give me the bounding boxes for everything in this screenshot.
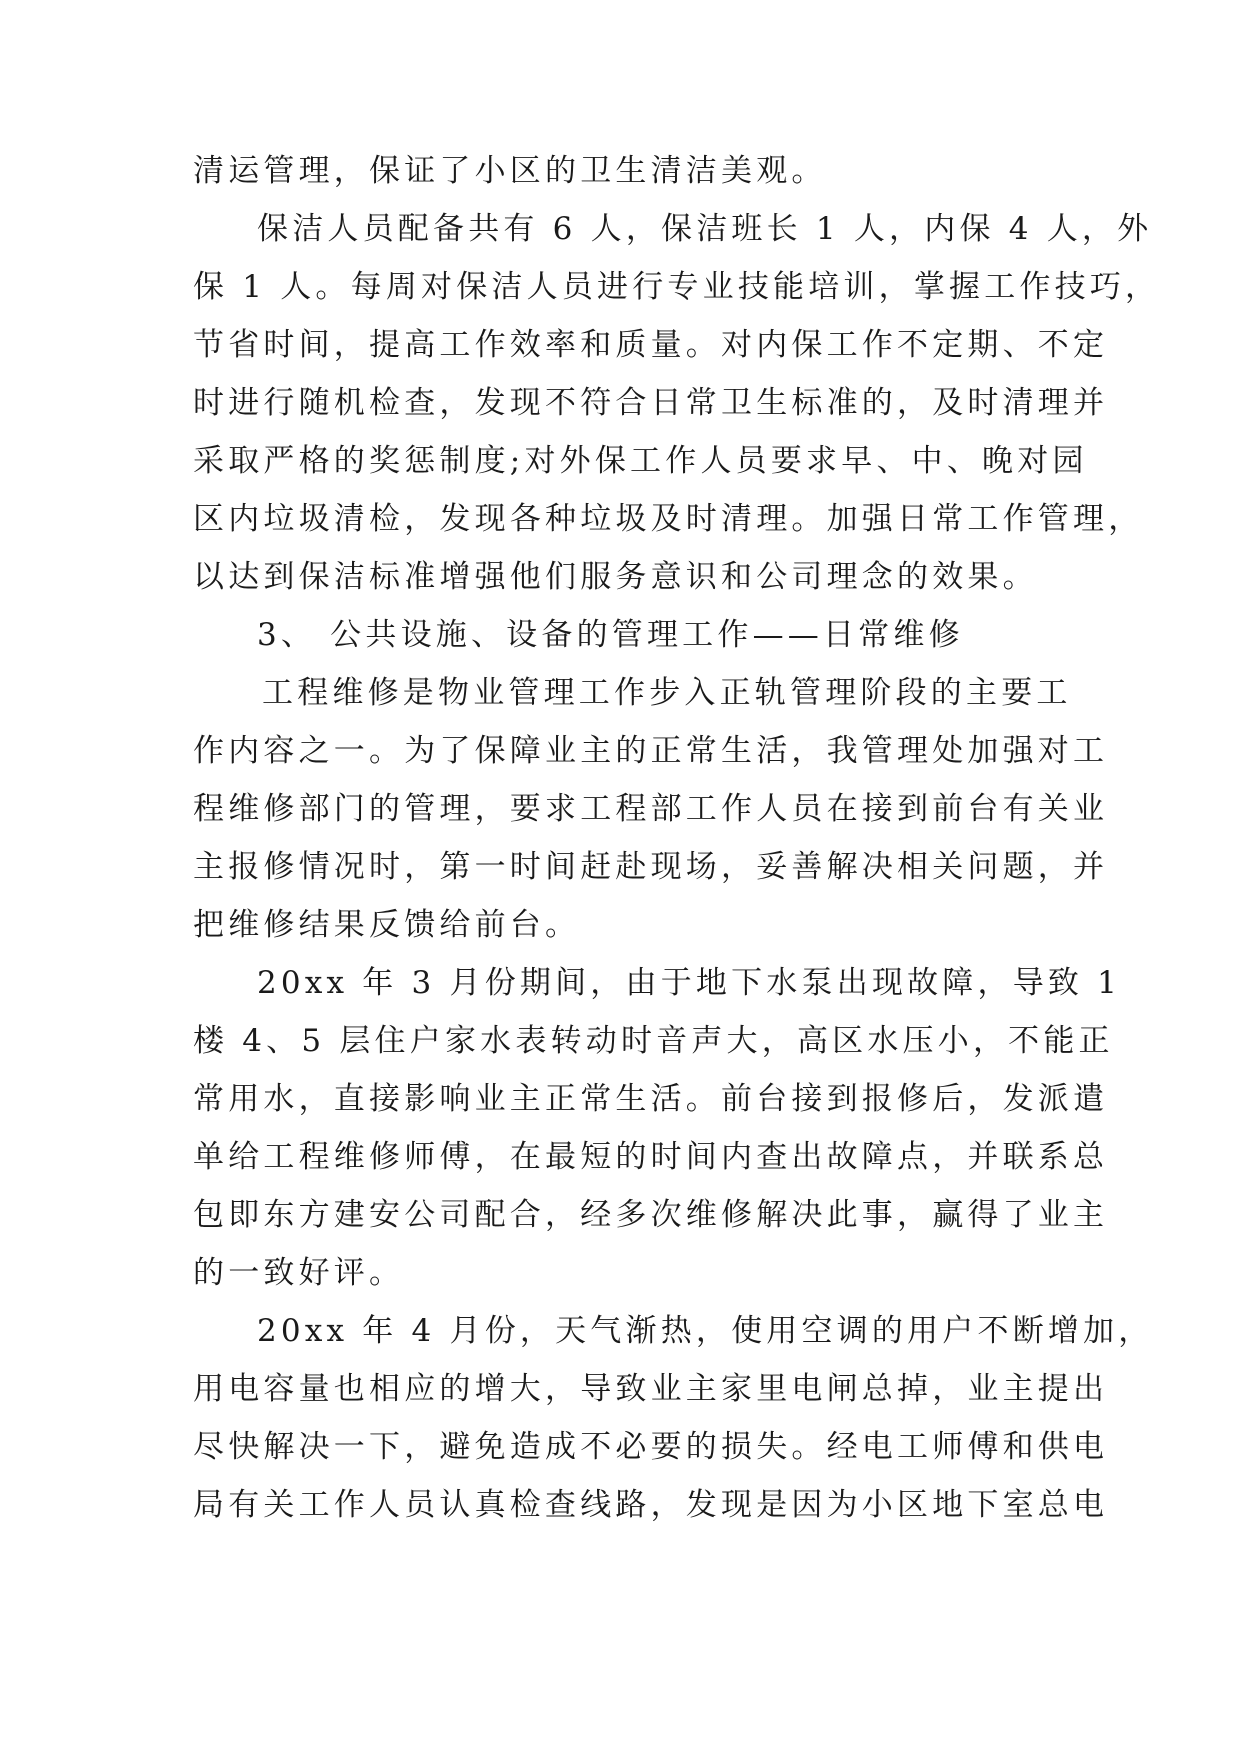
text-line: 节省时间，提高工作效率和质量。对内保工作不定期、不定 [193, 327, 1109, 363]
section-heading: 3、 公共设施、设备的管理工作——日常维修 [257, 617, 964, 653]
text-line: 20xx 年 4 月份，天气渐热，使用空调的用户不断增加， [257, 1313, 1154, 1349]
text-line: 区内垃圾清检，发现各种垃圾及时清理。加强日常工作管理， [193, 501, 1144, 537]
text-line: 采取严格的奖惩制度;对外保工作人员要求早、中、晚对园 [193, 443, 1088, 479]
text-line: 用电容量也相应的增大，导致业主家里电闸总掉，业主提出 [193, 1371, 1109, 1407]
text-line: 把维修结果反馈给前台。 [193, 907, 581, 943]
text-line: 作内容之一。为了保障业主的正常生活，我管理处加强对工 [193, 733, 1109, 769]
text-line: 常用水，直接影响业主正常生活。前台接到报修后，发派遣 [193, 1081, 1109, 1117]
text-line: 的一致好评。 [193, 1255, 405, 1291]
text-line: 包即东方建安公司配合，经多次维修解决此事，赢得了业主 [193, 1197, 1109, 1233]
text-line: 时进行随机检查，发现不符合日常卫生标准的，及时清理并 [193, 385, 1109, 421]
text-line: 保洁人员配备共有 6 人，保洁班长 1 人，内保 4 人，外 [257, 211, 1153, 247]
text-line: 主报修情况时，第一时间赶赴现场，妥善解决相关问题，并 [193, 849, 1109, 885]
text-line: 局有关工作人员认真检查线路，发现是因为小区地下室总电 [193, 1487, 1109, 1523]
text-line: 程维修部门的管理，要求工程部工作人员在接到前台有关业 [193, 791, 1109, 827]
text-line: 工程维修是物业管理工作步入正轨管理阶段的主要工 [262, 675, 1072, 711]
text-line: 单给工程维修师傅，在最短的时间内查出故障点，并联系总 [193, 1139, 1109, 1175]
text-line: 以达到保洁标准增强他们服务意识和公司理念的效果。 [193, 559, 1038, 595]
text-line: 保 1 人。每周对保洁人员进行专业技能培训，掌握工作技巧， [193, 269, 1161, 305]
text-line: 清运管理，保证了小区的卫生清洁美观。 [193, 153, 827, 189]
text-line: 楼 4、5 层住户家水表转动时音声大，高区水压小，不能正 [193, 1023, 1114, 1059]
text-line: 20xx 年 3 月份期间，由于地下水泵出现故障，导致 1 [257, 965, 1122, 1001]
text-line: 尽快解决一下，避免造成不必要的损失。经电工师傅和供电 [193, 1429, 1109, 1465]
